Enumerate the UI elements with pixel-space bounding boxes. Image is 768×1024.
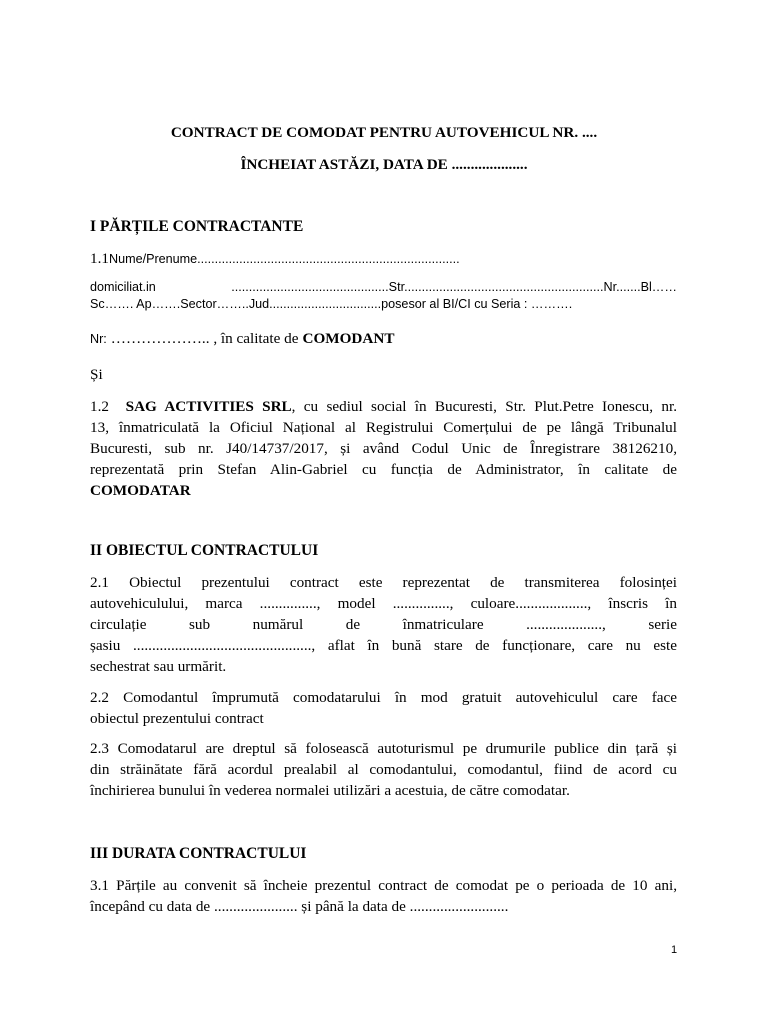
clause-2-1-line: autovehiculului, marca ..............., model ..............., culoare..................., înscris în	[90, 595, 677, 612]
clause-2-3-line: închirierea bunului în vederea normalei utilizări a acestuia, de către comodatar.	[90, 782, 570, 799]
clause-number: 1.2	[90, 398, 109, 415]
page-number: 1	[671, 944, 678, 956]
section-heading-duration: III DURATA CONTRACTULUI	[90, 845, 307, 862]
comodatar-role: COMODATAR	[90, 482, 191, 499]
section-heading-object: II OBIECTUL CONTRACTULUI	[90, 542, 319, 559]
nr-label: Nr:	[90, 332, 107, 346]
address-line-1: domiciliat.in .............................................Str.........................................................Nr.......Bl……	[90, 280, 677, 294]
clause-2-1-line: șasiu ..............................................., aflat în bună stare de funcționare, care nu este	[90, 637, 677, 654]
nr-value: ……………….. , în calitate de	[110, 330, 299, 347]
clause-1-2-line: reprezentată prin Stefan Alin-Gabriel cu funcția de Administrator, în calitate de	[90, 461, 677, 478]
address-line-2: Sc……. Ap…….Sector……..Jud................................posesor al BI/CI cu Seria : ……….	[90, 297, 573, 311]
clause-3-1-line: începând cu data de ...................... și până la data de ..........................	[90, 898, 509, 915]
clause-1-2-line	[90, 396, 677, 417]
comodant-role: COMODANT	[302, 330, 395, 347]
clause-1-1	[90, 250, 460, 268]
clause-2-3	[90, 738, 677, 801]
clause-3-1	[90, 875, 677, 917]
clause-2-1	[90, 572, 677, 677]
contract-date-line: ÎNCHEIAT ASTĂZI, DATA DE ....................	[240, 156, 528, 173]
contract-title: CONTRACT DE COMODAT PENTRU AUTOVEHICUL NR. ....	[170, 124, 598, 141]
clause-2-3-line: 2.3 Comodatarul are dreptul să folosească autoturismul pe drumurile publice din țară și	[90, 740, 677, 757]
clause-1-2-line: Bucuresti, sub nr. J40/14737/2017, și având Codul Unic de Înregistrare 38126210,	[90, 440, 677, 457]
clause-1-2-line: 13, înmatriculată la Oficiul Național al Registrului Comerțului de pe lângă Tribunalul	[90, 419, 677, 436]
clause-text: , cu sediul social în Bucuresti, Str. Plut.Petre Ionescu, nr.	[291, 398, 678, 415]
clause-2-1-line: circulație sub numărul de înmatriculare ...................., serie	[90, 616, 677, 633]
and-connector: Și	[90, 366, 103, 383]
clause-2-1-line: sechestrat sau urmărit.	[90, 658, 227, 675]
clause-2-2-line: 2.2 Comodantul împrumută comodatarului în mod gratuit autovehiculul care face	[90, 689, 677, 706]
clause-2-2	[90, 687, 677, 729]
clause-number: 1.1	[90, 250, 109, 267]
clause-2-2-line: obiectul prezentului contract	[90, 710, 264, 727]
name-field: Nume/Prenume...........................................................................	[108, 252, 460, 266]
clause-2-3-line: din străinătate fără acordul prealabil al comodantului, comodantul, fiind de acord cu	[90, 761, 677, 778]
clause-2-1-line: 2.1 Obiectul prezentului contract este reprezentat de transmiterea folosinței	[90, 574, 677, 591]
section-heading-parties: I PĂRȚILE CONTRACTANTE	[90, 218, 304, 235]
clause-1-2	[90, 396, 677, 501]
clause-3-1-line: 3.1 Părțile au convenit să încheie prezentul contract de comodat pe o perioada de 10 ani,	[90, 877, 677, 894]
company-name: SAG ACTIVITIES SRL	[125, 398, 292, 415]
id-number-line	[90, 330, 394, 348]
